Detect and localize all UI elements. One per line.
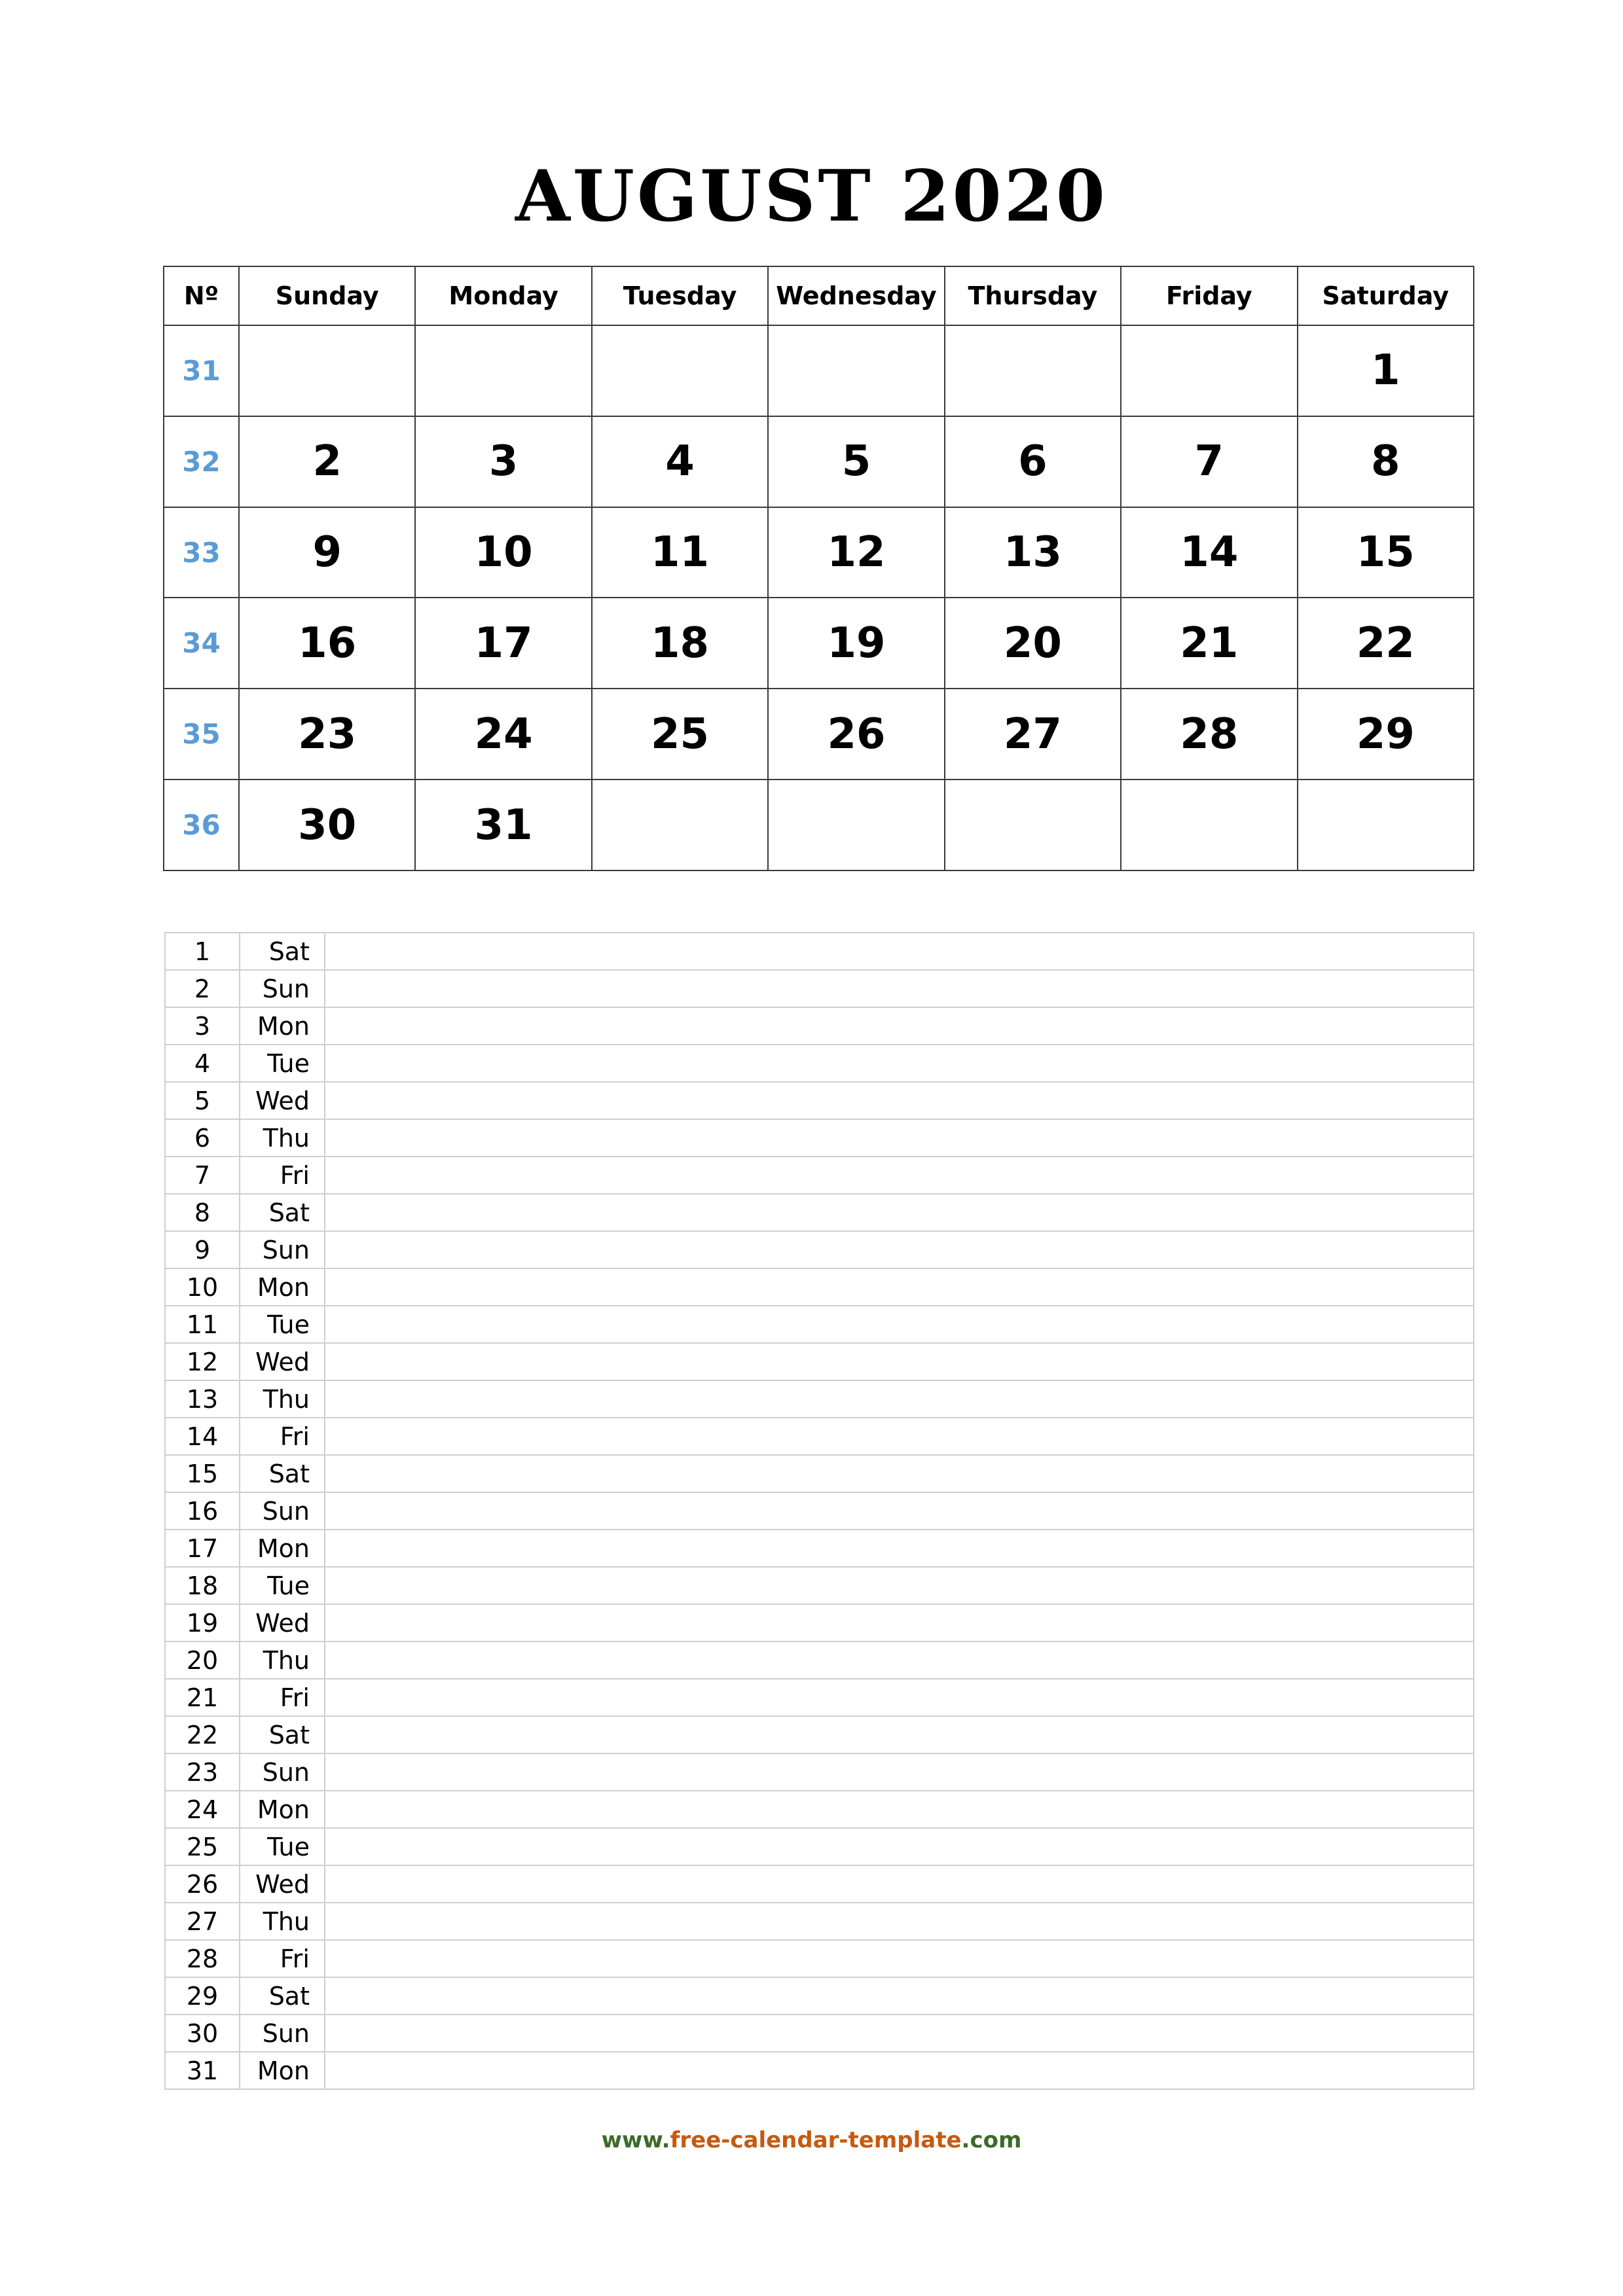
- notes-day-of-week: Fri: [240, 1940, 325, 1977]
- notes-row: [165, 1194, 1474, 1231]
- notes-day-of-week: Tue: [240, 1567, 325, 1604]
- page-title: AUGUST 2020: [515, 155, 1108, 238]
- notes-entry-cell[interactable]: [325, 1418, 1474, 1455]
- calendar-week-row: [164, 689, 1474, 780]
- notes-day-number: 21: [165, 1679, 240, 1716]
- footer-website-link[interactable]: [0, 2127, 1623, 2153]
- notes-entry-cell[interactable]: [325, 1119, 1474, 1157]
- notes-row: [165, 1268, 1474, 1306]
- notes-day-of-week: Sat: [240, 933, 325, 970]
- notes-row: [165, 1157, 1474, 1194]
- week-number: 31: [164, 325, 239, 416]
- calendar-day-cell: 17: [415, 598, 591, 689]
- notes-entry-cell[interactable]: [325, 2052, 1474, 2089]
- notes-entry-cell[interactable]: [325, 1343, 1474, 1380]
- notes-day-of-week: Wed: [240, 1604, 325, 1641]
- notes-day-number: 25: [165, 1828, 240, 1865]
- notes-day-of-week: Tue: [240, 1045, 325, 1082]
- notes-row: [165, 1604, 1474, 1641]
- calendar-day-cell: [945, 325, 1121, 416]
- notes-row: [165, 1679, 1474, 1716]
- notes-entry-cell[interactable]: [325, 2015, 1474, 2052]
- notes-entry-cell[interactable]: [325, 1903, 1474, 1940]
- month-calendar-grid: [163, 266, 1474, 871]
- calendar-day-cell: 15: [1298, 507, 1474, 598]
- notes-day-of-week: Sun: [240, 1492, 325, 1530]
- weekday-header: Monday: [415, 266, 591, 325]
- weekday-header-row: [164, 266, 1474, 325]
- weekday-header: Thursday: [945, 266, 1121, 325]
- notes-entry-cell[interactable]: [325, 1641, 1474, 1679]
- notes-day-number: 17: [165, 1530, 240, 1567]
- notes-row: [165, 1306, 1474, 1343]
- calendar-day-cell: 25: [592, 689, 768, 780]
- notes-day-number: 6: [165, 1119, 240, 1157]
- notes-row: [165, 1753, 1474, 1791]
- notes-day-number: 27: [165, 1903, 240, 1940]
- notes-row: [165, 970, 1474, 1007]
- calendar-week-row: [164, 598, 1474, 689]
- calendar-day-cell: 9: [239, 507, 415, 598]
- notes-day-number: 15: [165, 1455, 240, 1492]
- calendar-day-cell: [945, 780, 1121, 870]
- notes-entry-cell[interactable]: [325, 1231, 1474, 1268]
- week-number: 33: [164, 507, 239, 598]
- notes-day-number: 19: [165, 1604, 240, 1641]
- notes-day-number: 8: [165, 1194, 240, 1231]
- notes-entry-cell[interactable]: [325, 1194, 1474, 1231]
- notes-row: [165, 1530, 1474, 1567]
- notes-day-number: 22: [165, 1716, 240, 1753]
- notes-row: [165, 1903, 1474, 1940]
- calendar-day-cell: 26: [768, 689, 944, 780]
- notes-day-number: 10: [165, 1268, 240, 1306]
- calendar-day-cell: 13: [945, 507, 1121, 598]
- notes-day-of-week: Thu: [240, 1903, 325, 1940]
- notes-day-of-week: Sun: [240, 1231, 325, 1268]
- calendar-day-cell: 3: [415, 416, 591, 507]
- calendar-day-cell: 2: [239, 416, 415, 507]
- calendar-day-cell: [1121, 780, 1297, 870]
- calendar-day-cell: 21: [1121, 598, 1297, 689]
- notes-row: [165, 1641, 1474, 1679]
- calendar-day-cell: 16: [239, 598, 415, 689]
- notes-row: [165, 1828, 1474, 1865]
- calendar-day-cell: 4: [592, 416, 768, 507]
- notes-row: [165, 1716, 1474, 1753]
- calendar-day-cell: 23: [239, 689, 415, 780]
- notes-day-of-week: Sun: [240, 2015, 325, 2052]
- calendar-day-cell: 27: [945, 689, 1121, 780]
- calendar-day-cell: [592, 780, 768, 870]
- notes-day-of-week: Tue: [240, 1828, 325, 1865]
- notes-day-of-week: Thu: [240, 1119, 325, 1157]
- notes-entry-cell[interactable]: [325, 1455, 1474, 1492]
- notes-day-number: 14: [165, 1418, 240, 1455]
- notes-day-number: 30: [165, 2015, 240, 2052]
- notes-day-of-week: Mon: [240, 1268, 325, 1306]
- weekday-header: Saturday: [1298, 266, 1474, 325]
- calendar-day-cell: [768, 780, 944, 870]
- notes-day-number: 20: [165, 1641, 240, 1679]
- notes-day-of-week: Mon: [240, 1530, 325, 1567]
- notes-day-number: 4: [165, 1045, 240, 1082]
- calendar-day-cell: 29: [1298, 689, 1474, 780]
- notes-day-of-week: Sat: [240, 1455, 325, 1492]
- calendar-day-cell: 1: [1298, 325, 1474, 416]
- week-number: 35: [164, 689, 239, 780]
- calendar-day-cell: [768, 325, 944, 416]
- notes-day-of-week: Fri: [240, 1157, 325, 1194]
- footer-domain: free-calendar-template: [670, 2127, 962, 2153]
- notes-day-of-week: Wed: [240, 1865, 325, 1903]
- calendar-week-row: [164, 325, 1474, 416]
- calendar-week-row: [164, 416, 1474, 507]
- notes-day-number: 16: [165, 1492, 240, 1530]
- calendar-day-cell: 18: [592, 598, 768, 689]
- notes-entry-cell[interactable]: [325, 1753, 1474, 1791]
- notes-day-number: 3: [165, 1007, 240, 1045]
- notes-row: [165, 1045, 1474, 1082]
- calendar-day-cell: [1121, 325, 1297, 416]
- notes-row: [165, 1977, 1474, 2015]
- weekday-header: Tuesday: [592, 266, 768, 325]
- calendar-day-cell: 31: [415, 780, 591, 870]
- week-number: 34: [164, 598, 239, 689]
- weekday-header: Wednesday: [768, 266, 944, 325]
- calendar-day-cell: 28: [1121, 689, 1297, 780]
- calendar-day-cell: [1298, 780, 1474, 870]
- notes-row: [165, 1865, 1474, 1903]
- weekday-header: Sunday: [239, 266, 415, 325]
- notes-entry-cell[interactable]: [325, 1679, 1474, 1716]
- notes-entry-cell[interactable]: [325, 1082, 1474, 1119]
- notes-day-of-week: Thu: [240, 1641, 325, 1679]
- notes-day-number: 9: [165, 1231, 240, 1268]
- notes-row: [165, 1119, 1474, 1157]
- notes-entry-cell[interactable]: [325, 933, 1474, 970]
- notes-day-of-week: Mon: [240, 2052, 325, 2089]
- notes-day-number: 23: [165, 1753, 240, 1791]
- calendar-day-cell: 12: [768, 507, 944, 598]
- notes-entry-cell[interactable]: [325, 1268, 1474, 1306]
- notes-day-number: 2: [165, 970, 240, 1007]
- notes-day-of-week: Fri: [240, 1679, 325, 1716]
- notes-row: [165, 1492, 1474, 1530]
- notes-day-number: 28: [165, 1940, 240, 1977]
- notes-day-number: 24: [165, 1791, 240, 1828]
- notes-entry-cell[interactable]: [325, 1828, 1474, 1865]
- notes-row: [165, 1231, 1474, 1268]
- calendar-day-cell: 10: [415, 507, 591, 598]
- notes-row: [165, 1380, 1474, 1418]
- calendar-day-cell: 8: [1298, 416, 1474, 507]
- notes-row: [165, 1455, 1474, 1492]
- notes-entry-cell[interactable]: [325, 1045, 1474, 1082]
- notes-day-of-week: Thu: [240, 1380, 325, 1418]
- calendar-day-cell: [592, 325, 768, 416]
- week-number: 36: [164, 780, 239, 870]
- week-number-header: Nº: [164, 266, 239, 325]
- calendar-week-row: [164, 507, 1474, 598]
- notes-entry-cell[interactable]: [325, 1530, 1474, 1567]
- notes-row: [165, 2052, 1474, 2089]
- notes-entry-cell[interactable]: [325, 1716, 1474, 1753]
- notes-row: [165, 1343, 1474, 1380]
- notes-row: [165, 1007, 1474, 1045]
- notes-entry-cell[interactable]: [325, 970, 1474, 1007]
- notes-day-of-week: Mon: [240, 1791, 325, 1828]
- notes-entry-cell[interactable]: [325, 1940, 1474, 1977]
- weekday-header: Friday: [1121, 266, 1297, 325]
- notes-day-number: 1: [165, 933, 240, 970]
- week-number: 32: [164, 416, 239, 507]
- notes-day-of-week: Wed: [240, 1082, 325, 1119]
- notes-entry-cell[interactable]: [325, 1865, 1474, 1903]
- calendar-day-cell: 30: [239, 780, 415, 870]
- calendar-day-cell: 19: [768, 598, 944, 689]
- notes-day-of-week: Sun: [240, 1753, 325, 1791]
- notes-row: [165, 933, 1474, 970]
- notes-row: [165, 1082, 1474, 1119]
- calendar-day-cell: 6: [945, 416, 1121, 507]
- notes-day-of-week: Mon: [240, 1007, 325, 1045]
- calendar-day-cell: [239, 325, 415, 416]
- notes-day-of-week: Sun: [240, 970, 325, 1007]
- notes-row: [165, 2015, 1474, 2052]
- notes-row: [165, 1791, 1474, 1828]
- notes-day-number: 12: [165, 1343, 240, 1380]
- notes-entry-cell[interactable]: [325, 1604, 1474, 1641]
- notes-row: [165, 1567, 1474, 1604]
- notes-day-number: 7: [165, 1157, 240, 1194]
- calendar-day-cell: 24: [415, 689, 591, 780]
- calendar-day-cell: 14: [1121, 507, 1297, 598]
- calendar-day-cell: 11: [592, 507, 768, 598]
- notes-day-of-week: Sat: [240, 1194, 325, 1231]
- daily-notes-table: [164, 932, 1474, 2090]
- notes-day-of-week: Sat: [240, 1977, 325, 2015]
- calendar-day-cell: 5: [768, 416, 944, 507]
- notes-day-of-week: Wed: [240, 1343, 325, 1380]
- notes-entry-cell[interactable]: [325, 1567, 1474, 1604]
- footer-tld: .com: [961, 2127, 1022, 2153]
- notes-entry-cell[interactable]: [325, 1492, 1474, 1530]
- calendar-day-cell: 22: [1298, 598, 1474, 689]
- notes-day-number: 11: [165, 1306, 240, 1343]
- notes-entry-cell[interactable]: [325, 1791, 1474, 1828]
- notes-day-of-week: Tue: [240, 1306, 325, 1343]
- notes-day-of-week: Sat: [240, 1716, 325, 1753]
- notes-day-of-week: Fri: [240, 1418, 325, 1455]
- notes-day-number: 29: [165, 1977, 240, 2015]
- calendar-day-cell: 20: [945, 598, 1121, 689]
- notes-day-number: 13: [165, 1380, 240, 1418]
- calendar-day-cell: [415, 325, 591, 416]
- notes-day-number: 18: [165, 1567, 240, 1604]
- notes-entry-cell[interactable]: [325, 1977, 1474, 2015]
- notes-day-number: 5: [165, 1082, 240, 1119]
- notes-entry-cell[interactable]: [325, 1306, 1474, 1343]
- notes-day-number: 26: [165, 1865, 240, 1903]
- notes-row: [165, 1940, 1474, 1977]
- notes-entry-cell[interactable]: [325, 1380, 1474, 1418]
- calendar-week-row: [164, 780, 1474, 870]
- footer-prefix: www.: [601, 2127, 670, 2153]
- notes-entry-cell[interactable]: [325, 1157, 1474, 1194]
- notes-entry-cell[interactable]: [325, 1007, 1474, 1045]
- notes-row: [165, 1418, 1474, 1455]
- notes-day-number: 31: [165, 2052, 240, 2089]
- calendar-day-cell: 7: [1121, 416, 1297, 507]
